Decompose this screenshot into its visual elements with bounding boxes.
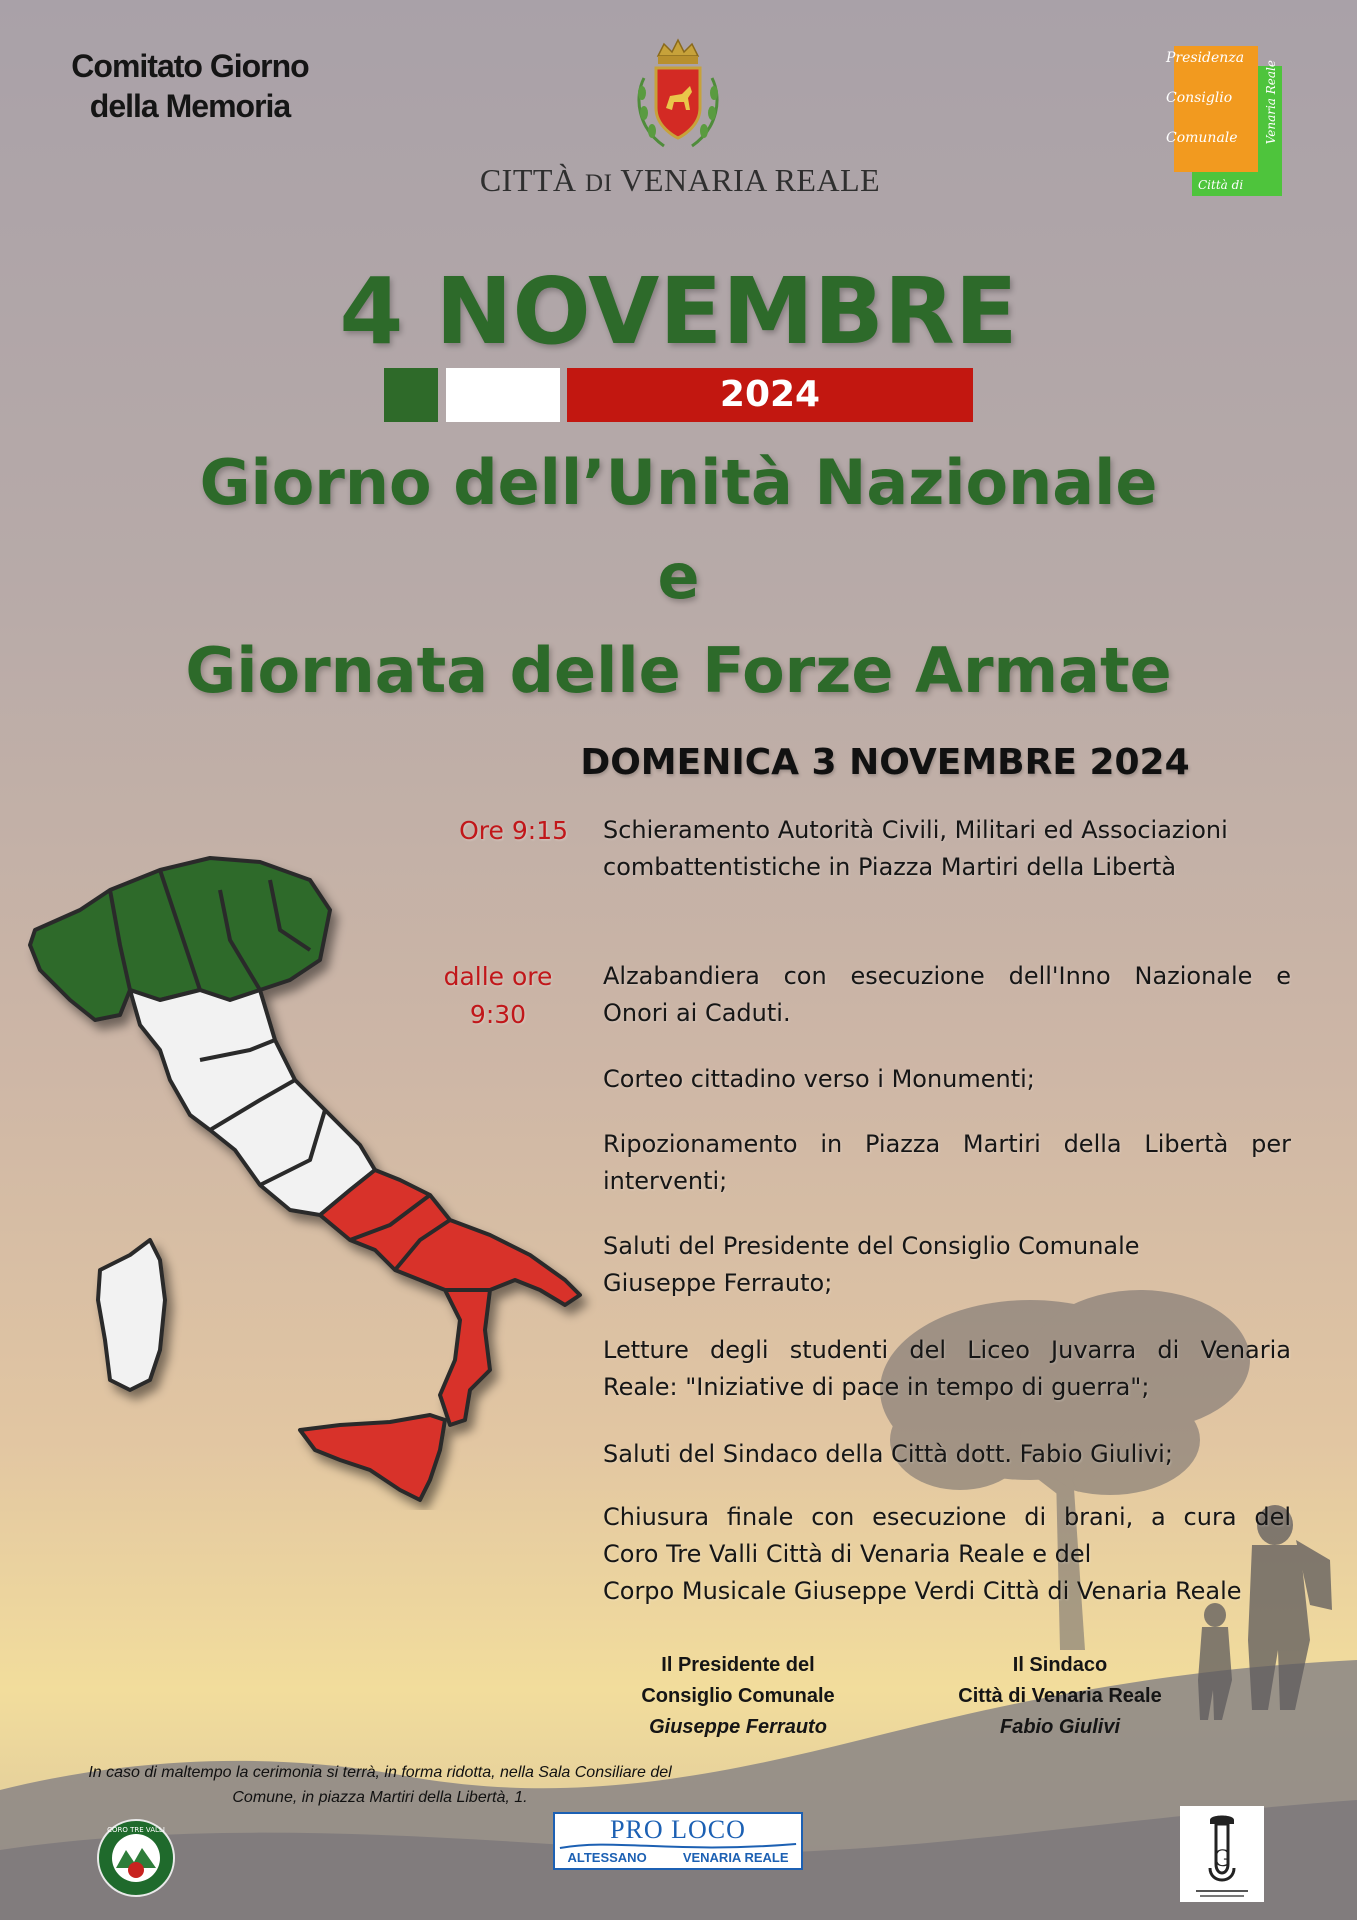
program-item-8-line3: Corpo Musicale Giuseppe Verdi Città di Venaria Reale	[603, 1577, 1242, 1605]
pro-loco-subtitle	[555, 1850, 801, 1865]
map-south-region	[320, 1170, 580, 1425]
committee-line1: Comitato Giorno	[71, 48, 309, 84]
weather-note	[40, 1760, 720, 1810]
program-item-5	[603, 1228, 1291, 1302]
program-item-2-line1: Alzabandiera con esecuzione dell'Inno Nazionale e	[603, 962, 1291, 990]
time-label-1: Ore 9:15	[459, 816, 568, 845]
program-item-6-line2: Reale: "Iniziative di pace in tempo di guerra";	[603, 1373, 1150, 1401]
signature-mayor	[930, 1650, 1190, 1743]
subtitle-conjunction: e	[657, 540, 700, 613]
program-item-4	[603, 1126, 1291, 1200]
program-item-1-line1: Schieramento Autorità Civili, Militari ed Associazioni	[603, 816, 1228, 844]
subtitle-armed-forces: Giornata delle Forze Armate	[185, 634, 1172, 707]
year-banner: 2024	[567, 368, 973, 422]
program-item-8-line1: Chiusura finale con esecuzione di brani, a cura del	[603, 1503, 1291, 1531]
pro-loco-title: PRO LOCO	[610, 1815, 746, 1844]
city-name-part2: DI	[585, 170, 613, 197]
signature-mayor-role1: Il Sindaco	[1012, 1654, 1108, 1676]
signature-president-role2: Consiglio Comunale	[641, 1685, 835, 1707]
presidency-vertical: Venaria Reale	[1264, 60, 1278, 145]
program-item-5-line2: Giuseppe Ferrauto;	[603, 1269, 833, 1297]
pro-loco-logo	[553, 1812, 803, 1870]
signature-mayor-name: Fabio Giulivi	[999, 1716, 1120, 1738]
program-item-2-line2: Onori ai Caduti.	[603, 999, 791, 1027]
program-item-3: Corteo cittadino verso i Monumenti;	[603, 1065, 1035, 1093]
venaria-crest-icon	[630, 38, 726, 158]
program-item-7: Saluti del Sindaco della Città dott. Fabio Giulivi;	[603, 1440, 1173, 1468]
signature-president-name: Giuseppe Ferrauto	[649, 1716, 827, 1738]
program-item-4-line2: interventi;	[603, 1167, 728, 1195]
program-item-5-line1: Saluti del Presidente del Consiglio Comunale	[603, 1232, 1140, 1260]
presidency-city: Città di	[1198, 178, 1244, 192]
signature-president	[608, 1650, 868, 1743]
presidency-line1: Presidenza	[1166, 50, 1245, 66]
committee-line2: della Memoria	[89, 88, 291, 124]
coro-logo-text: CORO TRE VALLI	[107, 1826, 165, 1834]
program-item-1-line2: combattentistiche in Piazza Martiri della Libertà	[603, 853, 1177, 881]
city-name	[430, 162, 930, 199]
subtitle-unity-day: Giorno dell’Unità Nazionale	[199, 446, 1158, 519]
program-item-2	[603, 958, 1291, 1032]
weather-note-line1: In caso di maltempo la cerimonia si terrà, in forma ridotta, nella Sala Consiliare del	[88, 1764, 672, 1781]
program-item-4-line1: Ripozionamento in Piazza Martiri della Libertà per	[603, 1130, 1291, 1158]
time-label-2-line2: 9:30	[469, 1000, 527, 1029]
presidency-line2: Consiglio	[1166, 90, 1233, 106]
signature-mayor-role2: Città di Venaria Reale	[958, 1685, 1162, 1707]
map-sardinia	[98, 1240, 165, 1390]
pro-loco-right: VENARIA REALE	[682, 1850, 789, 1865]
program-item-8-line2: Coro Tre Valli Città di Venaria Reale e del	[603, 1540, 1092, 1568]
corpo-musicale-logo	[1180, 1806, 1264, 1902]
map-sicily	[300, 1415, 445, 1500]
time-label-2-line1: dalle ore	[443, 962, 553, 991]
presidency-logo	[1162, 46, 1282, 196]
event-date: DOMENICA 3 NOVEMBRE 2024	[580, 742, 1190, 783]
program-item-6	[603, 1332, 1291, 1406]
city-name-part1: CITTÀ	[479, 162, 577, 198]
coro-tre-valli-logo-icon	[96, 1818, 176, 1898]
flag-green-block	[384, 368, 438, 422]
signature-president-role1: Il Presidente del	[661, 1654, 815, 1676]
tuba-icon	[1180, 1806, 1264, 1902]
time-label-2	[418, 958, 578, 1034]
pro-loco-left: ALTESSANO	[567, 1850, 647, 1865]
weather-note-line2: Comune, in piazza Martiri della Libertà, 1.	[232, 1789, 528, 1806]
main-date: 4 NOVEMBRE	[339, 258, 1018, 365]
svg-text:G: G	[1213, 1847, 1231, 1872]
committee-title	[60, 46, 320, 126]
flag-white-block	[446, 368, 560, 422]
city-name-part3: VENARIA REALE	[620, 162, 881, 198]
program-item-1	[603, 812, 1291, 886]
program-item-8	[603, 1499, 1291, 1610]
italy-map	[20, 850, 600, 1510]
program-item-6-line1: Letture degli studenti del Liceo Juvarra di Venaria	[603, 1336, 1291, 1364]
presidency-line3: Comunale	[1166, 130, 1238, 146]
